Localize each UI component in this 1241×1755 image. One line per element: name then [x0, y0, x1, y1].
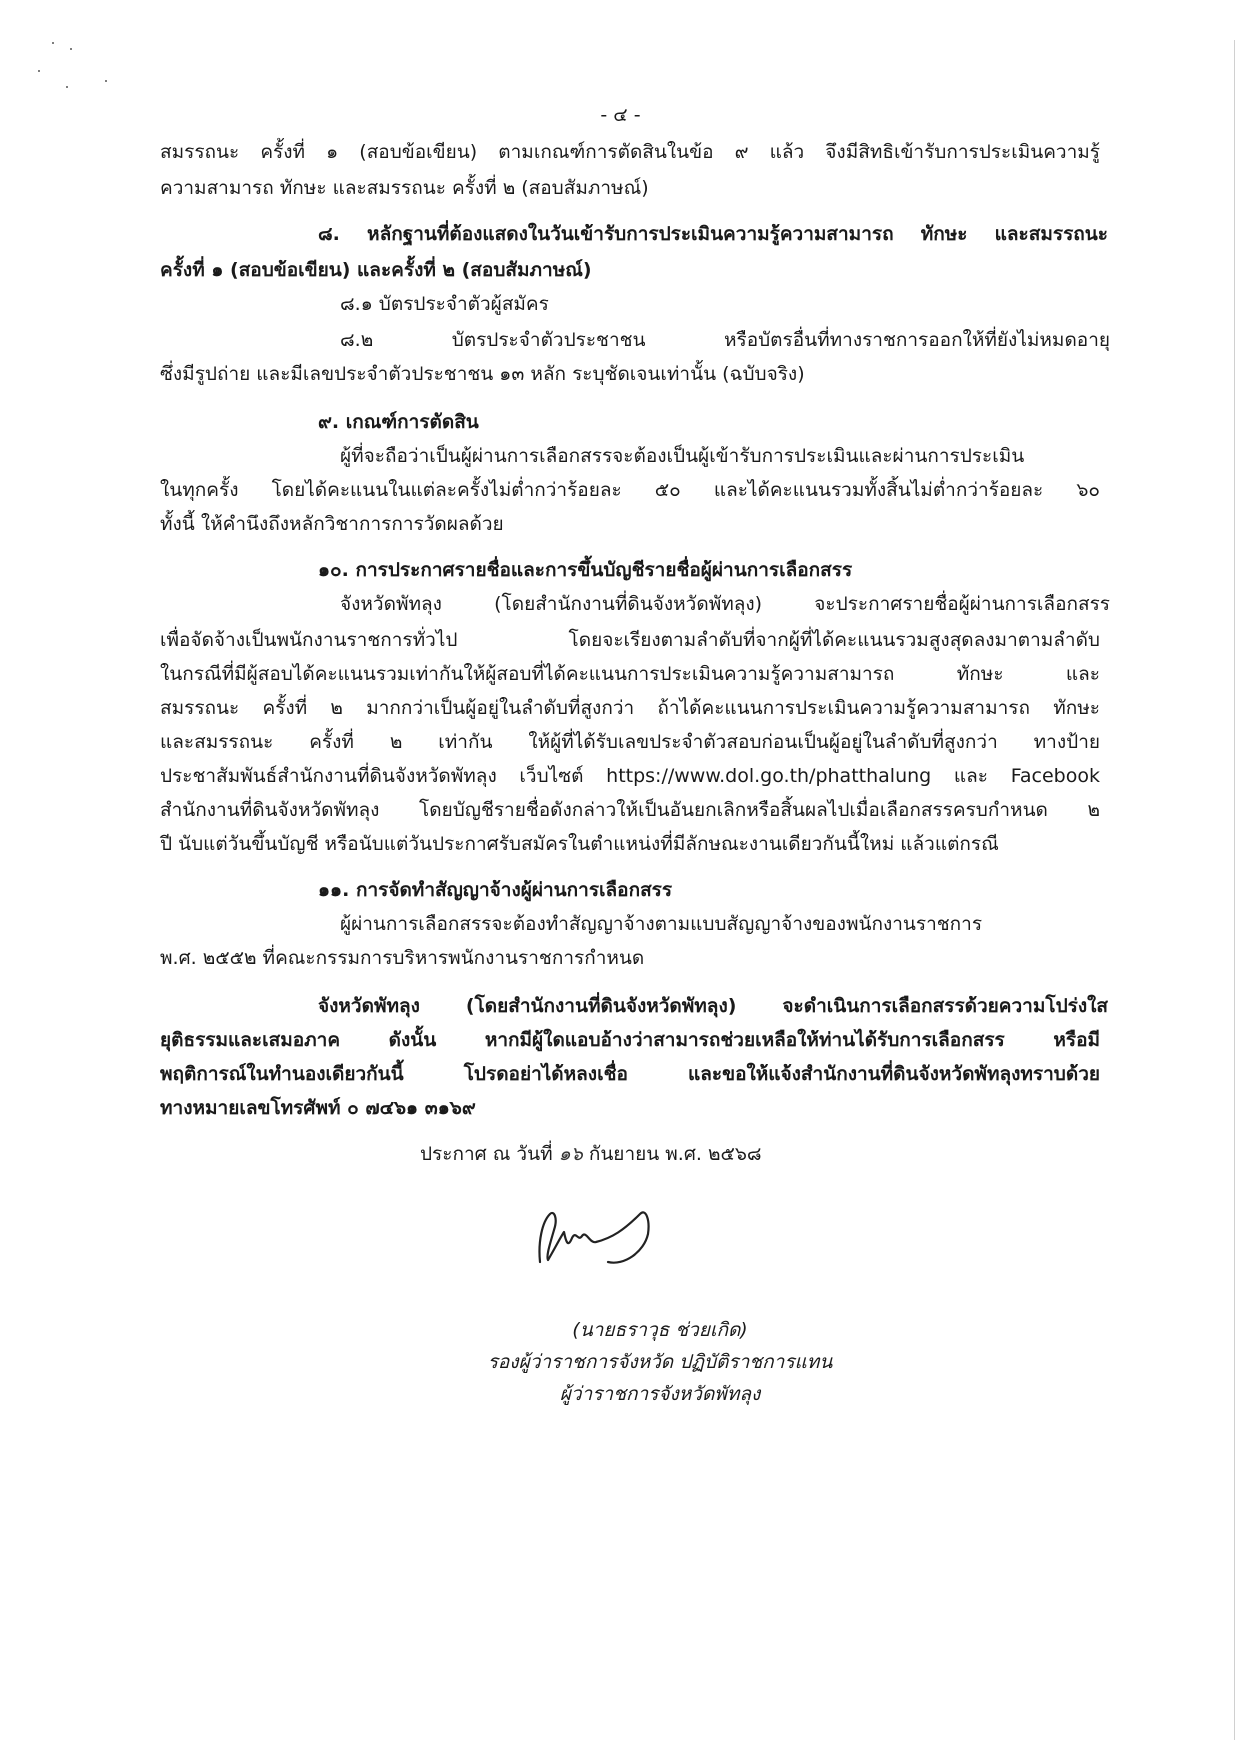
- signer-office: ผู้ว่าราชการจังหวัดพัทลุง: [559, 1383, 761, 1405]
- phone-line: ทางหมายเลขโทรศัพท์ ๐ ๗๔๖๑ ๓๑๖๙: [160, 1097, 476, 1119]
- scan-speck: [66, 86, 68, 88]
- signature: [520, 1200, 760, 1280]
- text-line: ประชาสัมพันธ์สำนักงานที่ดินจังหวัดพัทลุง เว็บไซต์ https://www.dol.go.th/phatthalung และ Facebook: [160, 765, 1100, 787]
- text-line: ผู้ผ่านการเลือกสรรจะต้องทำสัญญาจ้างตามแบบสัญญาจ้างของพนักงานราชการ: [340, 913, 983, 935]
- text-line: พ.ศ. ๒๕๕๒ ที่คณะกรรมการบริหารพนักงานราชการกำหนด: [160, 947, 645, 969]
- item-8-2-cont: ซึ่งมีรูปถ่าย และมีเลขประจำตัวประชาชน ๑๓ หลัก ระบุชัดเจนเท่านั้น (ฉบับจริง): [160, 363, 805, 385]
- closing-paragraph: จังหวัดพัทลุง (โดยสำนักงานที่ดินจังหวัดพัทลุง) จะดำเนินการเลือกสรรด้วยความโปร่งใส: [318, 995, 1108, 1017]
- section-heading-11: ๑๑. การจัดทำสัญญาจ้างผู้ผ่านการเลือกสรร: [318, 879, 673, 901]
- closing-line: ยุติธรรมและเสมอภาค ดังนั้น หากมีผู้ใดแอบอ้างว่าสามารถช่วยเหลือให้ท่านได้รับการเลือกสรร หรือมี: [160, 1029, 1100, 1051]
- text-line: ปี นับแต่วันขึ้นบัญชี หรือนับแต่วันประกาศรับสมัครในตำแหน่งที่มีลักษณะงานเดียวกันนี้ใหม่ แล้วแต่กรณี: [160, 833, 999, 855]
- announce-prefix: ประกาศ ณ วันที่: [420, 1143, 553, 1165]
- text-line: เพื่อจัดจ้างเป็นพนักงานราชการทั่วไป โดยจะเรียงตามลำดับที่จากผู้ที่ได้คะแนนรวมสูงสุดลงมาตามลำดับ: [160, 629, 1100, 651]
- text-line: ทั้งนี้ ให้คำนึงถึงหลักวิชาการการวัดผลด้วย: [160, 513, 504, 535]
- text-line: ในกรณีที่มีผู้สอบได้คะแนนรวมเท่ากันให้ผู้สอบที่ได้คะแนนการประเมินความรู้ความสามารถ ทักษะ และ: [160, 663, 1100, 685]
- text-line: ผู้ที่จะถือว่าเป็นผู้ผ่านการเลือกสรรจะต้องเป็นผู้เข้ารับการประเมินและผ่านการประเมิน: [340, 445, 1025, 467]
- signature-scribble: [520, 1200, 760, 1280]
- signer-title: รองผู้ว่าราชการจังหวัด ปฏิบัติราชการแทน: [487, 1351, 833, 1373]
- item-8-2: ๘.๒ บัตรประจำตัวประชาชน หรือบัตรอื่นที่ทางราชการออกให้ที่ยังไม่หมดอายุ: [340, 329, 1110, 351]
- scan-speck: [70, 48, 72, 50]
- announce-date: [420, 1142, 1020, 1166]
- scan-speck: [38, 70, 40, 72]
- closing-line: พฤติการณ์ในทำนองเดียวกันนี้ โปรดอย่าได้หลงเชื่อ และขอให้แจ้งสำนักงานที่ดินจังหวัดพัทลุงทราบด้วย: [160, 1063, 1100, 1085]
- scan-edge: [1234, 40, 1235, 1740]
- item-8-1: ๘.๑ บัตรประจำตัวผู้สมัคร: [340, 293, 549, 315]
- section-heading-8-cont: ครั้งที่ ๑ (สอบข้อเขียน) และครั้งที่ ๒ (สอบสัมภาษณ์): [160, 259, 592, 281]
- text-line: สมรรถนะ ครั้งที่ ๑ (สอบข้อเขียน) ตามเกณฑ์การตัดสินในข้อ ๙ แล้ว จึงมีสิทธิเข้ารับการประเมินความรู้: [160, 141, 1100, 163]
- signer-name: (นายธราวุธ ช่วยเกิด): [572, 1319, 748, 1341]
- text-line: จังหวัดพัทลุง (โดยสำนักงานที่ดินจังหวัดพัทลุง) จะประกาศรายชื่อผู้ผ่านการเลือกสรร: [340, 593, 1110, 615]
- scan-speck: [52, 42, 54, 44]
- announce-day: ๑๖: [558, 1143, 583, 1165]
- section-heading-10: ๑๐. การประกาศรายชื่อและการขึ้นบัญชีรายชื่อผู้ผ่านการเลือกสรร: [318, 559, 853, 581]
- page-number: - ๔ -: [600, 104, 641, 126]
- scan-speck: [105, 80, 107, 82]
- text-line: สำนักงานที่ดินจังหวัดพัทลุง โดยบัญชีรายชื่อดังกล่าวให้เป็นอันยกเลิกหรือสิ้นผลไปเมื่อเลือกสรรครบกำหนด ๒: [160, 799, 1100, 821]
- text-line: ในทุกครั้ง โดยได้คะแนนในแต่ละครั้งไม่ต่ำกว่าร้อยละ ๕๐ และได้คะแนนรวมทั้งสิ้นไม่ต่ำกว่าร้อยละ ๖๐: [160, 479, 1100, 501]
- text-line: และสมรรถนะ ครั้งที่ ๒ เท่ากัน ให้ผู้ที่ได้รับเลขประจำตัวสอบก่อนเป็นผู้อยู่ในลำดับที่สูงกว่า ทางป้าย: [160, 731, 1100, 753]
- announce-suffix: กันยายน พ.ศ. ๒๕๖๘: [588, 1143, 762, 1165]
- text-line: ความสามารถ ทักษะ และสมรรถนะ ครั้งที่ ๒ (สอบสัมภาษณ์): [160, 177, 649, 199]
- section-heading-9: ๙. เกณฑ์การตัดสิน: [318, 411, 479, 433]
- section-heading-8: ๘. หลักฐานที่ต้องแสดงในวันเข้ารับการประเมินความรู้ความสามารถ ทักษะ และสมรรถนะ: [318, 223, 1108, 245]
- text-line: สมรรถนะ ครั้งที่ ๒ มากกว่าเป็นผู้อยู่ในลำดับที่สูงกว่า ถ้าได้คะแนนการประเมินความรู้ความสามารถ ทักษะ: [160, 697, 1100, 719]
